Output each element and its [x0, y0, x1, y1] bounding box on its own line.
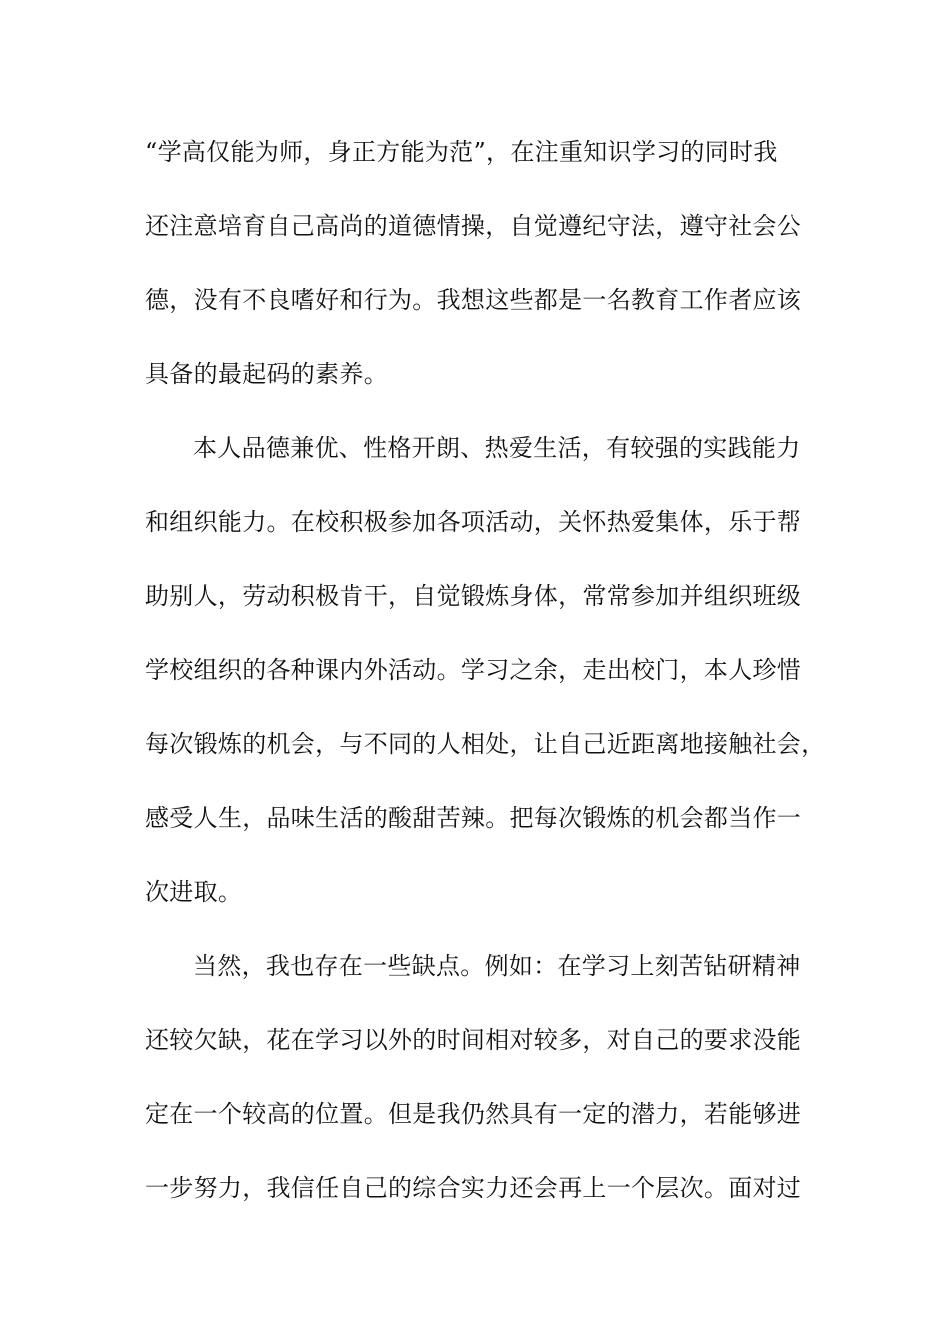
text-line-p2-6: 感受人生，品味生活的酸甜苦辣。把每次锻炼的机会都当作一: [145, 804, 802, 832]
text-line-p1-1: “学高仅能为师，身正方能为范”，在注重知识学习的同时我: [145, 138, 778, 166]
text-line-p1-2: 还注意培育自己高尚的道德情操，自觉遵纪守法，遵守社会公: [145, 212, 802, 240]
text-line-p3-3: 定在一个较高的位置。但是我仍然具有一定的潜力，若能够进: [145, 1100, 802, 1128]
text-line-p1-4: 具备的最起码的素养。: [145, 360, 388, 388]
text-line-p2-7: 次进取。: [145, 878, 243, 906]
text-line-p1-3: 德，没有不良嗜好和行为。我想这些都是一名教育工作者应该: [145, 286, 802, 314]
text-line-p2-3: 助别人，劳动积极肯干，自觉锻炼身体，常常参加并组织班级: [145, 582, 802, 610]
text-line-p3-4: 一步努力，我信任自己的综合实力还会再上一个层次。面对过: [145, 1174, 802, 1202]
text-line-p3-2: 还较欠缺，花在学习以外的时间相对较多，对自己的要求没能: [145, 1026, 802, 1054]
document-body: [145, 122, 825, 1232]
text-line-p3-1: 当然，我也存在一些缺点。例如：在学习上刻苦钻研精神: [193, 952, 801, 980]
text-line-p2-4: 学校组织的各种课内外活动。学习之余，走出校门，本人珍惜: [145, 656, 802, 684]
text-line-p2-5: 每次锻炼的机会，与不同的人相处，让自己近距离地接触社会，: [145, 730, 826, 758]
text-line-p2-1: 本人品德兼优、性格开朗、热爱生活，有较强的实践能力: [193, 434, 801, 462]
text-line-p2-2: 和组织能力。在校积极参加各项活动，关怀热爱集体，乐于帮: [145, 508, 802, 536]
